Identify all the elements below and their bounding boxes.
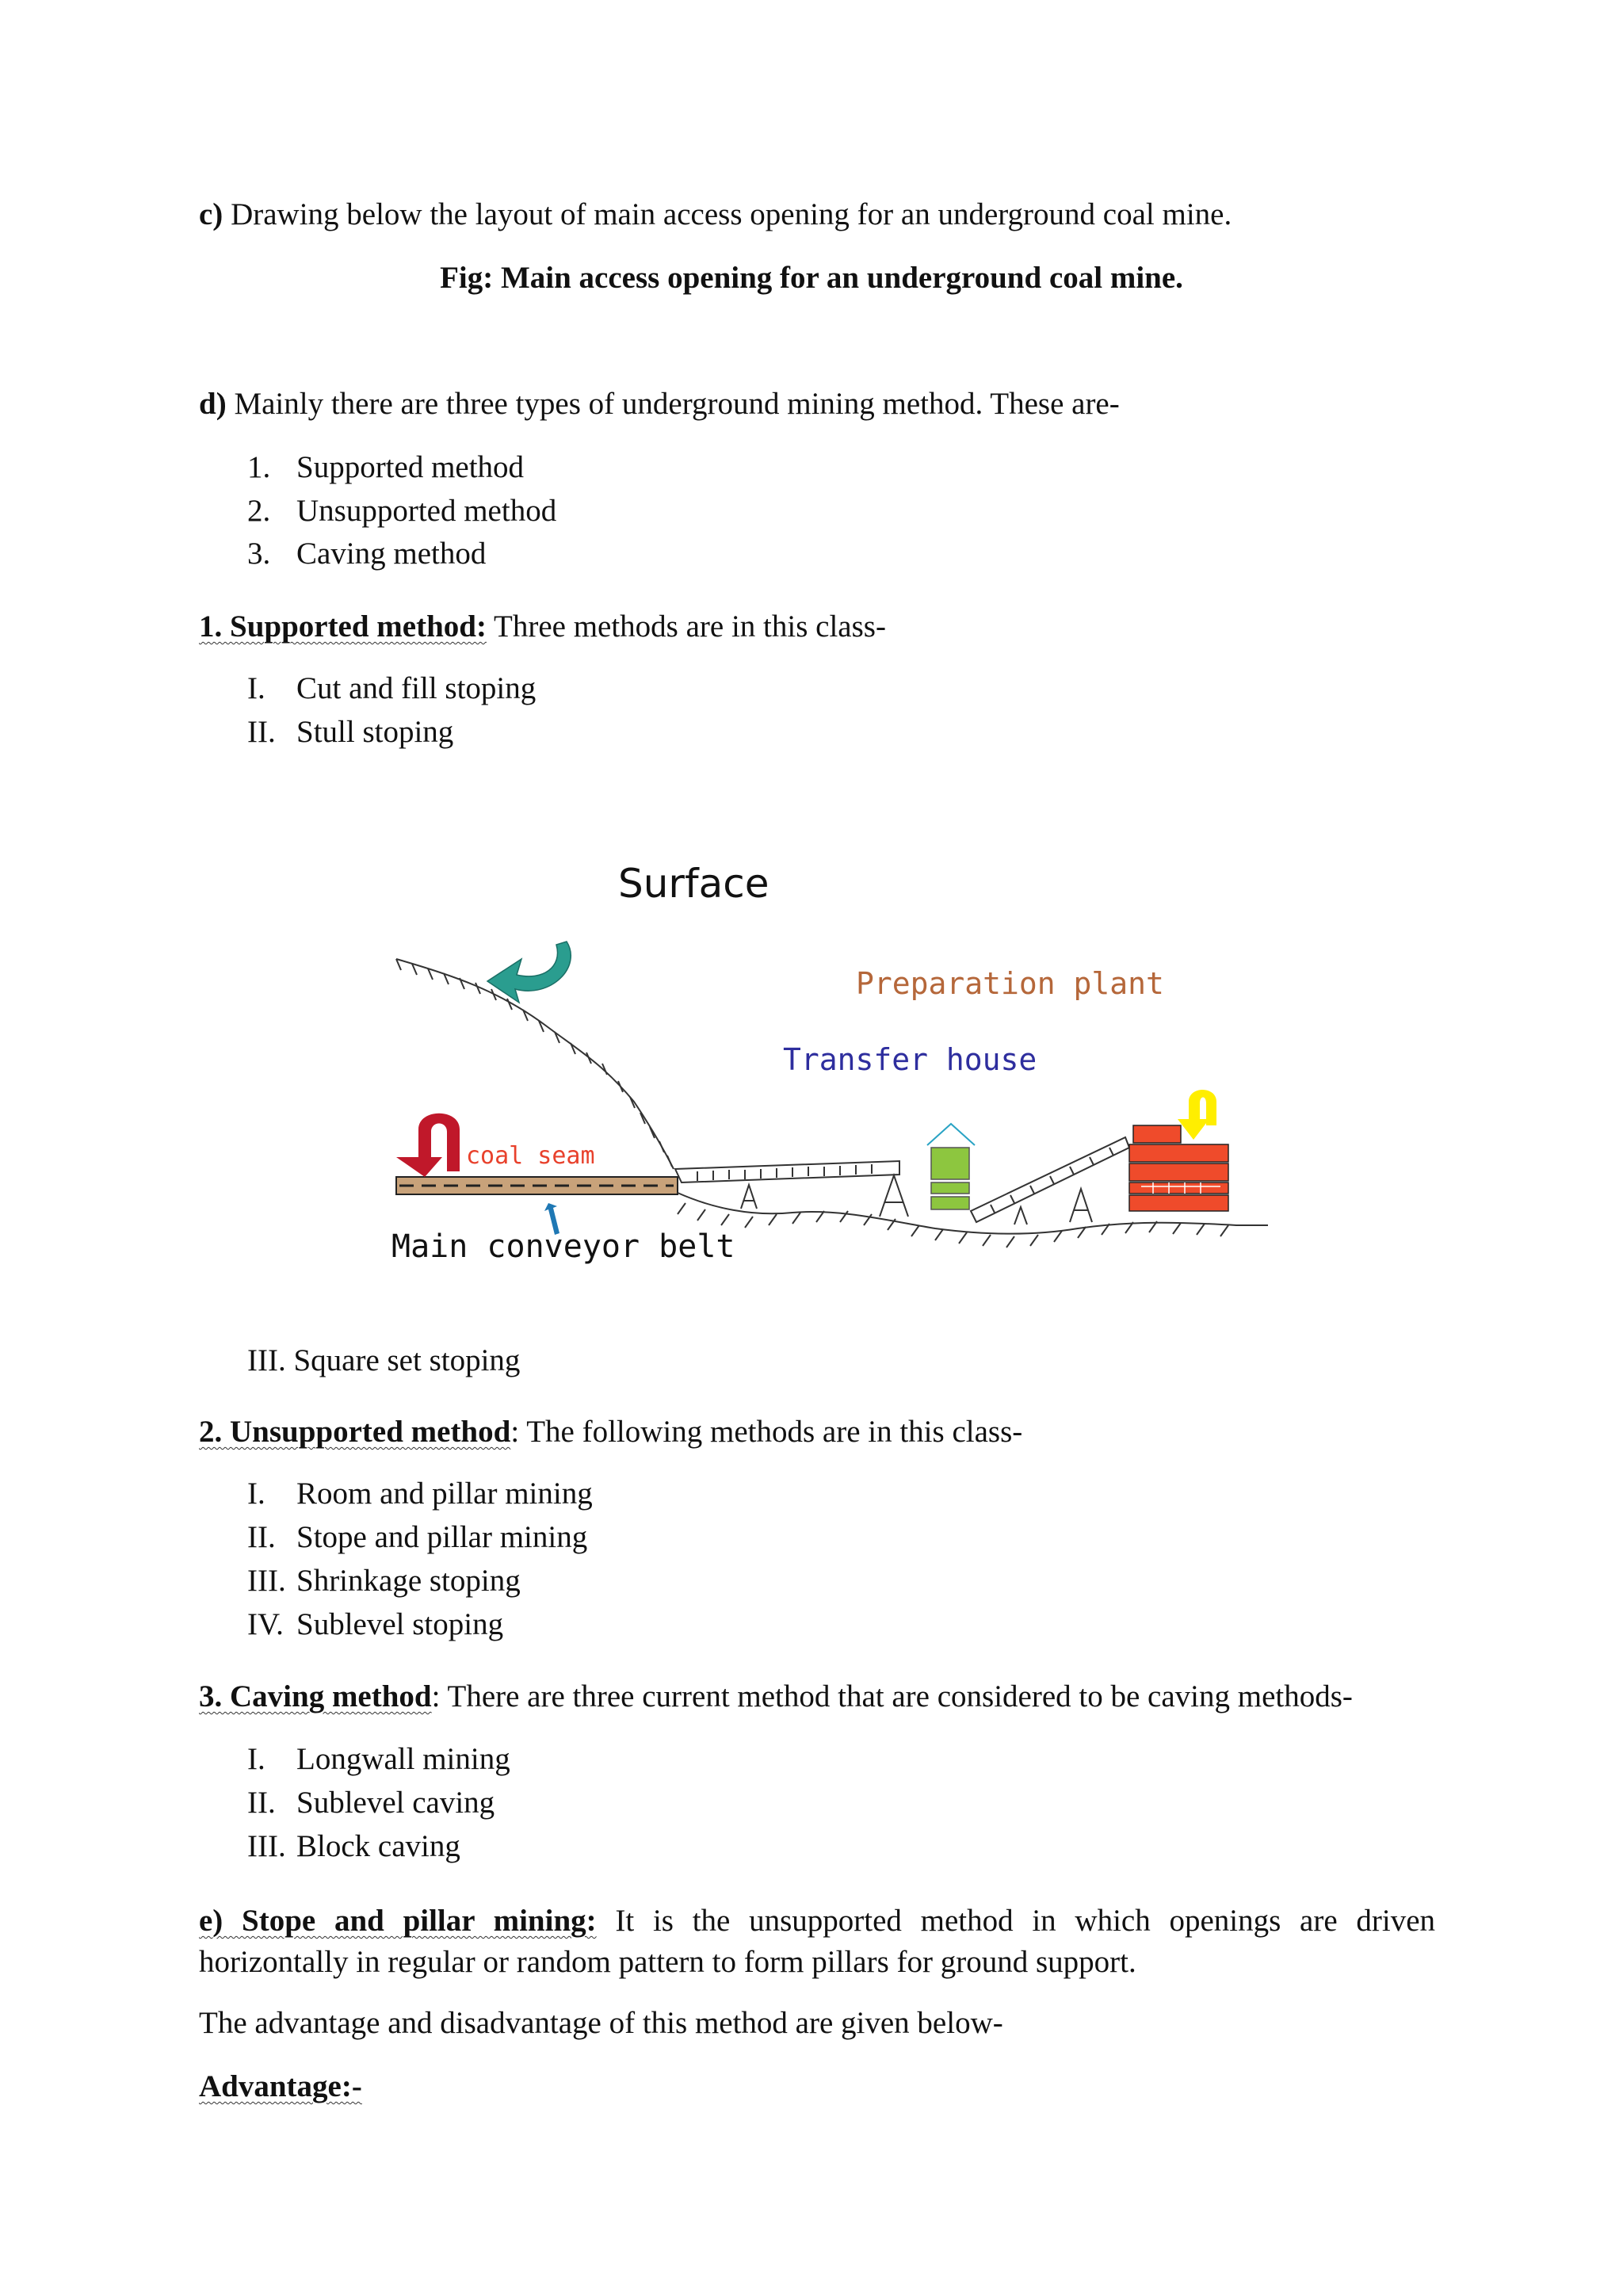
section-c-label: c) xyxy=(199,197,223,231)
list-item-text: Shrinkage stoping xyxy=(296,1564,521,1598)
section-c-text: Drawing below the layout of main access opening for an underground coal mine. xyxy=(223,197,1232,231)
list-item-number: II. xyxy=(247,1520,276,1554)
surface-arrow-icon xyxy=(487,942,571,1003)
main-conveyor xyxy=(675,1161,908,1217)
list-item-number: III. xyxy=(247,1829,286,1863)
section-d-label: d) xyxy=(199,387,227,421)
list-item-number: I. xyxy=(247,1477,265,1511)
coal-seam-arrow-icon xyxy=(396,1114,460,1177)
list-item-number: 2. xyxy=(247,494,271,528)
supported-method-text: Three methods are in this class- xyxy=(486,609,886,644)
coal-seam-label: coal seam xyxy=(466,1142,595,1170)
list-item-number: I. xyxy=(247,671,265,705)
list-item-text: Sublevel stoping xyxy=(296,1607,504,1641)
transfer-house-label: Transfer house xyxy=(783,1042,1037,1077)
transfer-house xyxy=(927,1124,975,1209)
list-item-text: Cut and fill stoping xyxy=(296,671,537,705)
list-item xyxy=(247,493,556,530)
list-item xyxy=(247,1606,503,1644)
figure-caption: Fig: Main access opening for an underground coal mine. xyxy=(440,261,1183,295)
list-item-text: Caving method xyxy=(296,537,487,571)
list-item xyxy=(247,1741,510,1778)
list-item-number: 3. xyxy=(247,537,271,571)
section-d-text: Mainly there are three types of underground mining method. These are- xyxy=(226,387,1120,421)
list-item-text: Stope and pillar mining xyxy=(296,1520,588,1554)
list-item xyxy=(247,1828,460,1866)
list-item xyxy=(247,714,453,751)
prep-plant-arrow-icon xyxy=(1178,1090,1216,1140)
unsupported-method-heading: 2. Unsupported method xyxy=(199,1415,511,1449)
list-item-text: Room and pillar mining xyxy=(296,1477,593,1511)
caving-method-heading: 3. Caving method xyxy=(199,1679,432,1713)
list-item xyxy=(247,1476,593,1513)
list-item-text: Sublevel caving xyxy=(296,1786,495,1820)
section-c-paragraph xyxy=(199,197,1232,234)
section-e-heading: e) Stope and pillar mining: xyxy=(199,1904,597,1938)
list-item-number: II. xyxy=(247,715,276,749)
list-item-number: III. xyxy=(247,1564,286,1598)
list-item-text: Block caving xyxy=(296,1829,460,1863)
section-d-paragraph xyxy=(199,386,1120,423)
list-item xyxy=(247,1563,521,1600)
list-item-number: I. xyxy=(247,1742,265,1776)
list-item-text: Unsupported method xyxy=(296,494,557,528)
surface-label: Surface xyxy=(618,861,769,907)
caving-method-paragraph xyxy=(199,1679,1353,1716)
list-item-text: Longwall mining xyxy=(296,1742,510,1776)
advantage-intro: The advantage and disadvantage of this method are given below- xyxy=(199,2006,1003,2040)
section-e-paragraph xyxy=(199,1901,1435,1983)
unsupported-method-paragraph xyxy=(199,1414,1022,1451)
list-item-text: Supported method xyxy=(296,450,525,484)
main-conveyor-label: Main conveyor belt xyxy=(391,1228,735,1265)
caving-method-text: : There are three current method that are considered to be caving methods- xyxy=(431,1679,1353,1713)
incline-conveyor xyxy=(971,1137,1129,1224)
list-item xyxy=(247,1785,495,1822)
mine-layout-diagram xyxy=(380,856,1292,1268)
section-e-text: It is the unsupported method in which openings are driven horizontally in regular or random pattern to form pillars for ground support. xyxy=(199,1904,1435,1979)
list-item-number: IV. xyxy=(247,1607,284,1641)
list-item xyxy=(247,536,486,573)
list-item xyxy=(247,1519,587,1557)
list-item-number: 1. xyxy=(247,450,271,484)
supported-method-heading: 1. Supported method: xyxy=(199,609,487,644)
unsupported-method-text: : The following methods are in this class- xyxy=(510,1415,1023,1449)
supported-method-paragraph xyxy=(199,609,886,646)
list-item xyxy=(247,670,536,708)
list-item-number: II. xyxy=(247,1786,276,1820)
advantage-heading: Advantage:- xyxy=(199,2069,362,2103)
list-item-text: Stull stoping xyxy=(296,715,454,749)
preparation-plant-label: Preparation plant xyxy=(856,966,1164,1001)
preparation-plant-building xyxy=(1129,1125,1228,1211)
list-item: III. Square set stoping xyxy=(247,1343,521,1377)
list-item xyxy=(247,449,524,487)
